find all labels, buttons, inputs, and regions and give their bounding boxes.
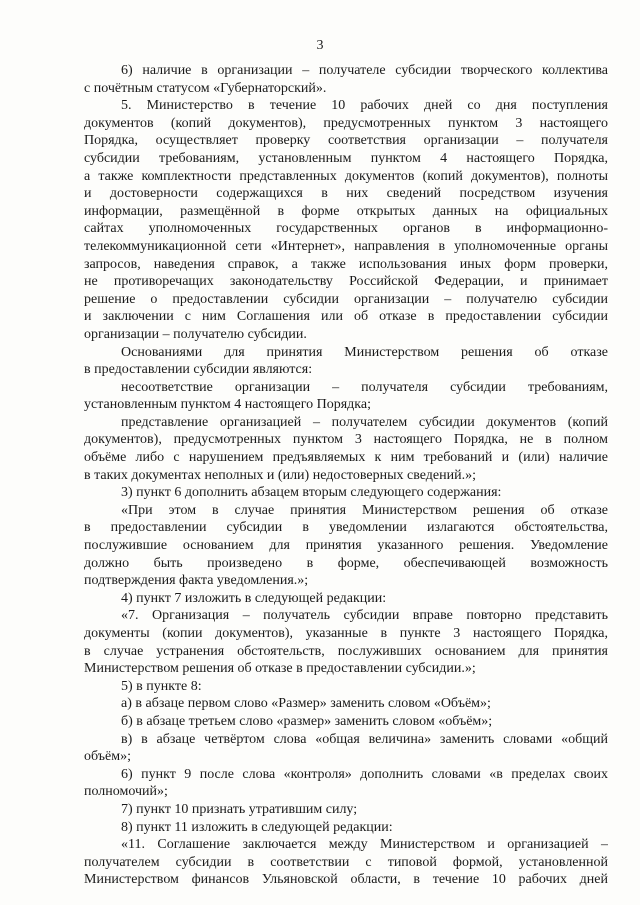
text-line: Министерством финансов Ульяновской области, в течение 10 рабочих дней (84, 872, 608, 888)
page-number: 3 (316, 38, 324, 53)
text-line: субсидии требованиям, установленным пунктом 4 настоящего Порядка, (84, 150, 608, 166)
text-line: документы (копии документов), указанные в пункте 3 настоящего Порядка, (84, 626, 608, 641)
text-line: а также комплектности представленных документов (копий документов), полноты (84, 168, 608, 184)
text-line: 5. Министерство в течение 10 рабочих дней со дня поступления (121, 98, 608, 114)
text-line: подтверждения факта уведомления.»; (84, 573, 309, 589)
text-line: 7) пункт 10 признать утратившим силу; (121, 801, 358, 817)
text-line: объёме либо с нарушением предъявляемых к ним требований и (или) наличие (84, 450, 608, 466)
text-line: информации, размещённой в форме открытых данных на официальных (84, 203, 608, 219)
text-line: 6) пункт 9 после слова «контроля» дополнить словами «в пределах своих (121, 766, 608, 782)
text-line: несоответствие организации – получателя субсидии требованиям, (121, 379, 608, 395)
text-line: организации – получателю субсидии. (84, 326, 307, 342)
text-line: получателем субсидии в соответствии с типовой формой, установленной (84, 854, 608, 870)
text-line: в предоставлении субсидии в уведомлении излагаются обстоятельства, (84, 520, 608, 536)
text-line: документов (копий документов), предусмотренных пунктом 3 настоящего (84, 115, 608, 131)
text-line: послужившие основанием для принятия указанного решения. Уведомление (84, 538, 608, 554)
text-line: в таких документах неполных и (или) недостоверных сведений.»; (84, 467, 476, 483)
text-line: представление организацией – получателем субсидии документов (копий (121, 414, 608, 430)
text-line: в предоставлении субсидии являются: (84, 362, 313, 378)
text-line: решение о предоставлении субсидии организации – получателю субсидии (84, 291, 608, 307)
text-line: в случае устранения обстоятельств, послуживших основанием для принятия (84, 643, 608, 659)
text-line: «7. Организация – получатель субсидии вправе повторно представить (121, 608, 608, 624)
text-line: б) в абзаце третьем слово «размер» заменить словом «объём»; (121, 713, 493, 729)
text-line: телекоммуникационной сети «Интернет», направления в уполномоченные органы (84, 238, 608, 254)
text-line: Министерством решения об отказе в предоставлении субсидии.»; (84, 661, 476, 677)
text-line: и заключении с ним Соглашения или об отказе в предоставлении субсидии (84, 309, 608, 325)
text-line: а) в абзаце первом слово «Размер» заменить словом «Объём»; (121, 696, 491, 712)
text-line: 6) наличие в организации – получателе субсидии творческого коллектива (121, 63, 608, 78)
text-line: с почётным статусом «Губернаторский». (84, 80, 327, 96)
document-body (84, 62, 608, 889)
text-line: «При этом в случае принятия Министерством решения об отказе (121, 502, 608, 518)
text-line: запросов, наведения справок, а также использования иных форм проверки, (84, 256, 608, 272)
text-line: «11. Соглашение заключается между Министерством и организацией – (121, 837, 608, 853)
text-line: 5) в пункте 8: (121, 678, 202, 694)
text-line: документов), предусмотренных пунктом 3 настоящего Порядка, не в полном (84, 432, 608, 448)
text-line: и достоверности содержащихся в них сведений посредством изучения (84, 186, 608, 202)
text-line: Порядка, осуществляет проверку соответствия организации – получателя (84, 133, 608, 149)
text-line: сайтах уполномоченных государственных органов в информационно- (84, 221, 608, 237)
text-line: установленным пунктом 4 настоящего Порядка; (84, 397, 371, 413)
text-line: 8) пункт 11 изложить в следующей редакции: (121, 819, 393, 835)
text-line: 4) пункт 7 изложить в следующей редакции: (121, 590, 387, 606)
text-line: 3) пункт 6 дополнить абзацем вторым следующего содержания: (121, 485, 502, 501)
text-line: объём»; (84, 749, 131, 765)
text-line: полномочий»; (84, 784, 168, 800)
text-line: в) в абзаце четвёртом слова «общая величина» заменить словами «общий (121, 731, 608, 747)
text-line: Основаниями для принятия Министерством решения об отказе (121, 344, 608, 360)
text-line: должно быть произведено в форме, обеспечивающей возможность (84, 555, 608, 571)
text-line: не противоречащих законодательству Российской Федерации, и принимает (84, 274, 608, 290)
